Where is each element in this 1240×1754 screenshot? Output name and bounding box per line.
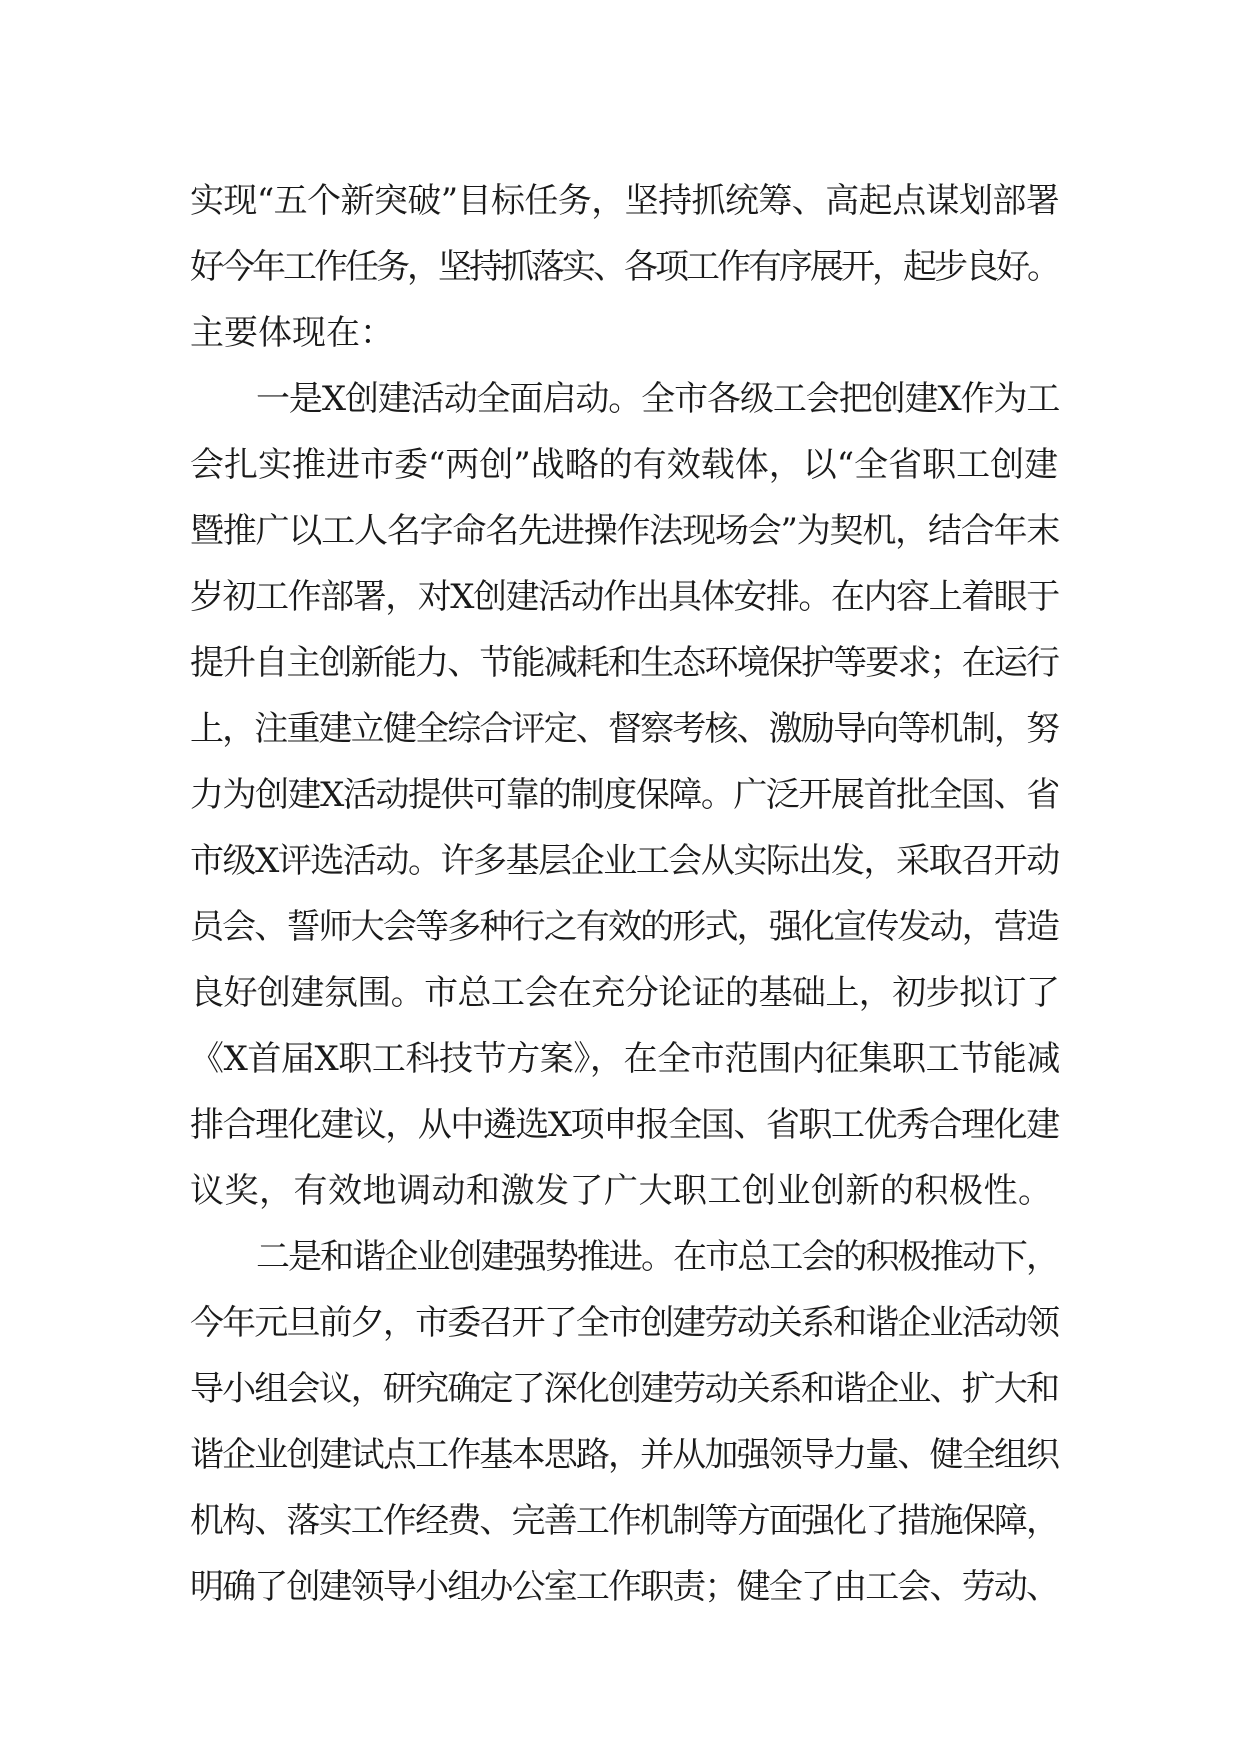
text-line-20: 谐企业创建试点工作基本思路，并从加强领导力量、健全组织 <box>190 1435 1059 1475</box>
text-line-9: 上，注重建立健全综合评定、督察考核、激励导向等机制，努 <box>190 709 1059 749</box>
text-line-22: 明确了创建领导小组办公室工作职责；健全了由工会、劳动、 <box>190 1567 1059 1607</box>
text-line-18: 今年元旦前夕，市委召开了全市创建劳动关系和谐企业活动领 <box>190 1303 1059 1343</box>
text-line-14: 《X首届X职工科技节方案》，在全市范围内征集职工节能减 <box>190 1039 1060 1079</box>
text-line-16: 议奖，有效地调动和激发了广大职工创业创新的积极性。 <box>190 1171 1053 1211</box>
text-line-10: 力为创建X活动提供可靠的制度保障。广泛开展首批全国、省 <box>190 775 1059 815</box>
text-line-1: 实现“五个新突破”目标任务，坚持抓统筹、高起点谋划部署 <box>190 181 1060 221</box>
text-line-15: 排合理化建议，从中遴选X项申报全国、省职工优秀合理化建 <box>190 1105 1059 1145</box>
text-line-3: 主要体现在： <box>190 313 394 353</box>
text-line-6: 暨推广以工人名字命名先进操作法现场会”为契机，结合年末 <box>190 511 1060 551</box>
text-line-12: 员会、誓师大会等多种行之有效的形式，强化宣传发动，营造 <box>190 907 1059 947</box>
text-line-2: 好今年工作任务，坚持抓落实、各项工作有序展开，起步良好。 <box>190 247 1058 287</box>
text-line-21: 机构、落实工作经费、完善工作机制等方面强化了措施保障， <box>190 1501 1059 1541</box>
text-line-11: 市级X评选活动。许多基层企业工会从实际出发，采取召开动 <box>190 841 1059 881</box>
text-line-13: 良好创建氛围。市总工会在充分论证的基础上，初步拟订了 <box>190 973 1060 1013</box>
body-text <box>190 168 1060 1620</box>
text-line-8: 提升自主创新能力、节能减耗和生态环境保护等要求；在运行 <box>190 643 1059 683</box>
paragraph-2-first-line: 二是和谐企业创建强势推进。在市总工会的积极推动下， <box>256 1237 1059 1277</box>
text-line-5: 会扎实推进市委“两创”战略的有效载体，以“全省职工创建 <box>190 445 1059 485</box>
text-line-19: 导小组会议，研究确定了深化创建劳动关系和谐企业、扩大和 <box>190 1369 1059 1409</box>
text-line-7: 岁初工作部署，对X创建活动作出具体安排。在内容上着眼于 <box>190 577 1059 617</box>
paragraph-1-first-line: 一是X创建活动全面启动。全市各级工会把创建X作为工 <box>256 379 1060 419</box>
